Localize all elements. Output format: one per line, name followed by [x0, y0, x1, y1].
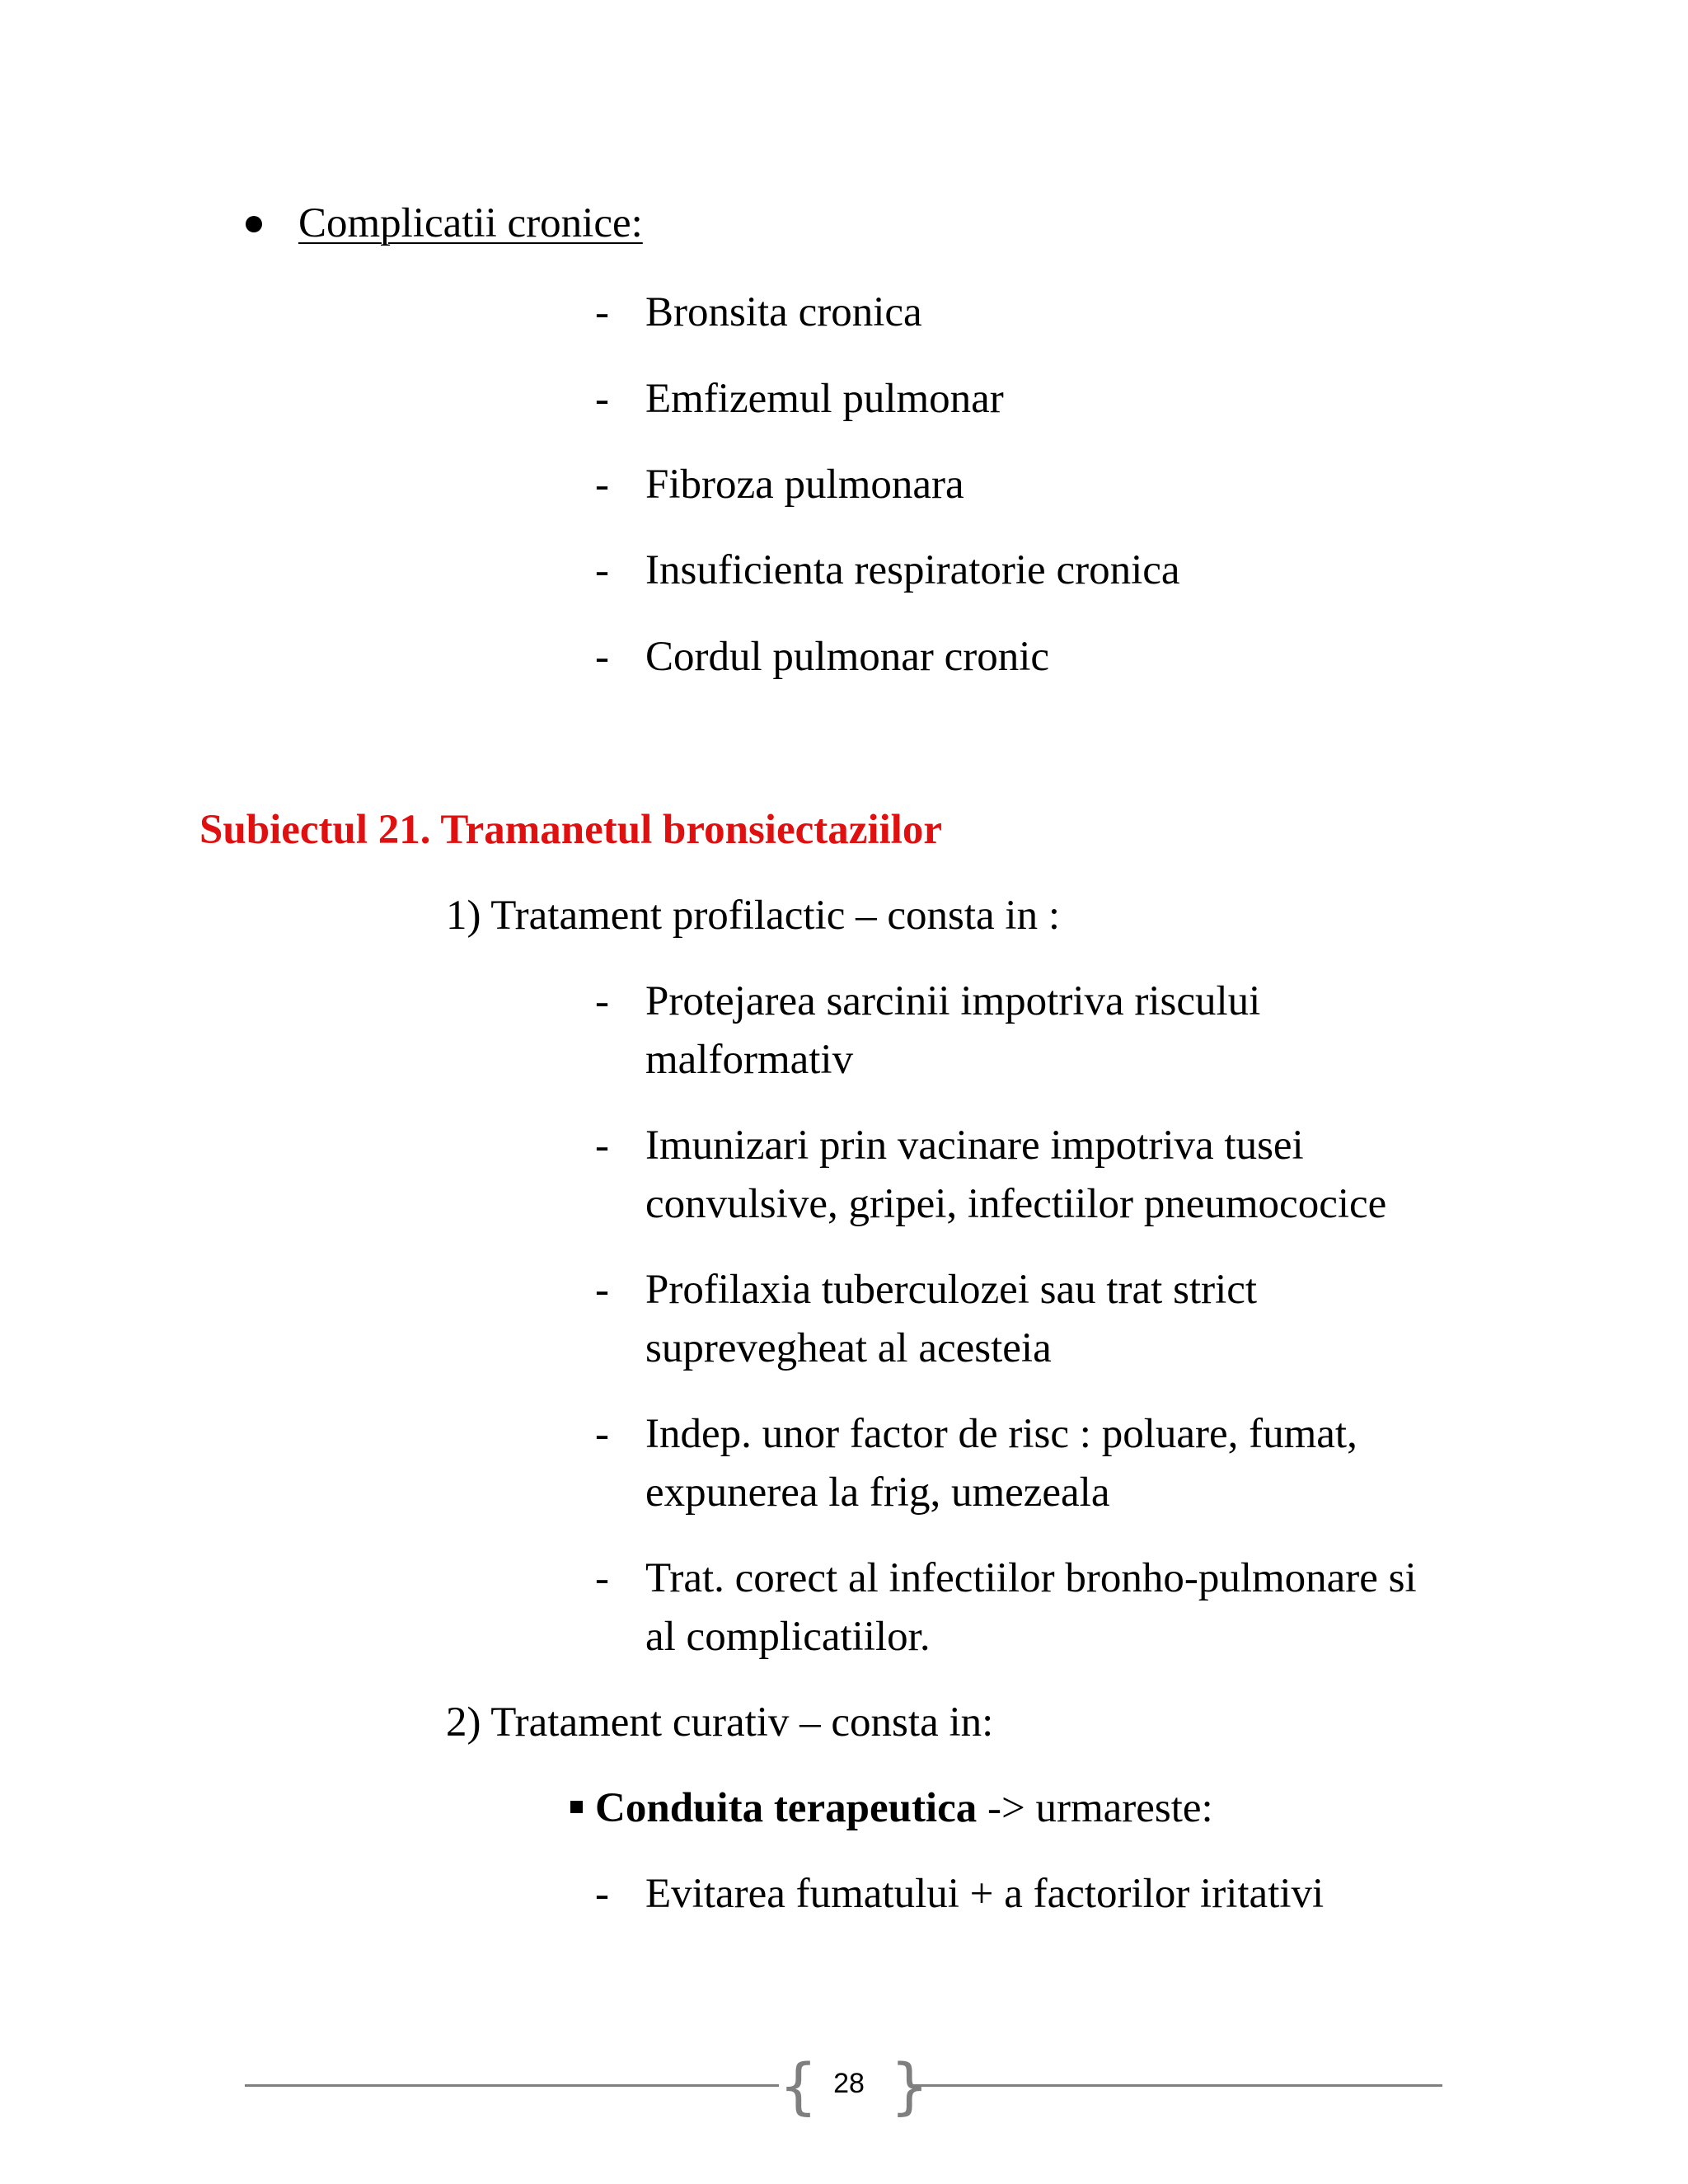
square-bullet-icon — [570, 1801, 583, 1813]
footer-rule-right — [911, 2084, 1442, 2087]
bullet-icon — [246, 216, 262, 232]
list-item-line: expunerea la frig, umezeala — [645, 1469, 1110, 1516]
list-item: Cordul pulmonar cronic — [645, 634, 1050, 680]
list-item: Fibroza pulmonara — [645, 462, 964, 508]
numbered-item-curative: 2) Tratament curativ – consta in: — [446, 1699, 994, 1746]
list-item-line: suprevegheat al acesteia — [645, 1325, 1052, 1371]
list-item: Evitarea fumatului + a factorilor iritativi — [645, 1871, 1325, 1917]
dash-marker: - — [595, 1555, 609, 1601]
list-item: Bronsita cronica — [645, 289, 922, 335]
dash-marker: - — [595, 547, 609, 593]
list-item: Emfizemul pulmonar — [645, 376, 1004, 422]
list-item: Insuficienta respiratorie cronica — [645, 547, 1180, 593]
right-brace-icon: } — [890, 2051, 930, 2122]
dash-marker: - — [595, 289, 609, 335]
list-item-line: Imunizari prin vacinare impotriva tusei — [645, 1122, 1304, 1169]
footer-rule-left — [245, 2084, 779, 2087]
list-item-line: convulsive, gripei, infectiilor pneumococice — [645, 1181, 1387, 1227]
list-item-line: Trat. corect al infectiilor bronho-pulmonare si — [645, 1555, 1417, 1601]
page-number: 28 — [833, 2068, 865, 2099]
dash-marker: - — [595, 1267, 609, 1313]
dash-marker: - — [595, 634, 609, 680]
list-item-line: Indep. unor factor de risc : poluare, fumat, — [645, 1411, 1357, 1457]
dash-marker: - — [595, 1122, 609, 1169]
left-brace-icon: { — [779, 2051, 818, 2122]
section-heading: Subiectul 21. Tramanetul bronsiectaziilor — [199, 807, 942, 853]
dash-marker: - — [595, 1871, 609, 1917]
conduct-bold-label: Conduita terapeutica — [595, 1785, 978, 1831]
numbered-item-prophylactic: 1) Tratament profilactic – consta in : — [446, 893, 1061, 939]
dash-marker: - — [595, 978, 609, 1024]
list-item-line: Profilaxia tuberculozei sau trat strict — [645, 1267, 1258, 1313]
dash-marker: - — [595, 462, 609, 508]
dash-marker: - — [595, 376, 609, 422]
conduct-line — [595, 1779, 1213, 1838]
list-item-line: al complicatiilor. — [645, 1614, 931, 1660]
complications-title: Complicatii cronice: — [298, 200, 643, 246]
conduct-rest-label: -> urmareste: — [977, 1785, 1213, 1831]
dash-marker: - — [595, 1411, 609, 1457]
list-item-line: Protejarea sarcinii impotriva riscului — [645, 978, 1261, 1024]
list-item-line: malformativ — [645, 1037, 854, 1083]
